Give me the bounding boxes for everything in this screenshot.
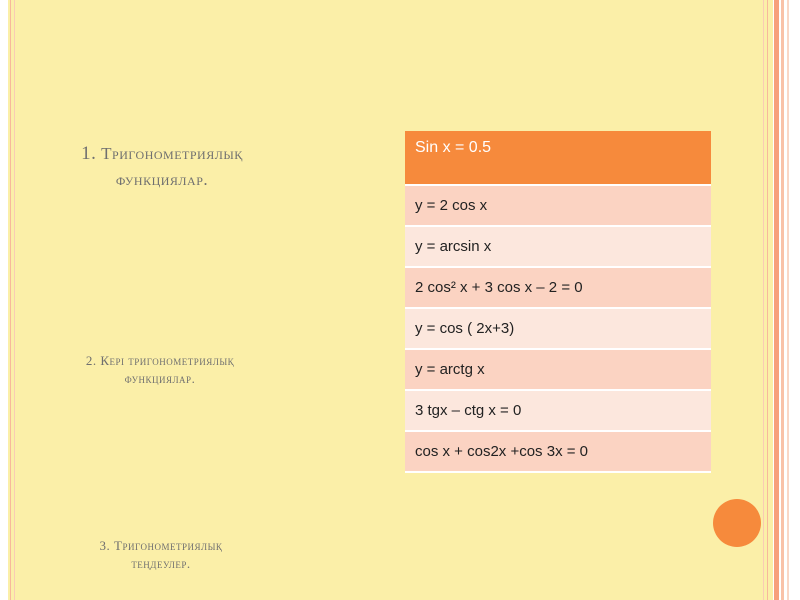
topic-item-3	[66, 537, 256, 573]
decorative-stripe	[774, 0, 779, 600]
topic-title-cont: функциялар.	[124, 371, 196, 386]
table-row: y = cos ( 2x+3)	[405, 309, 711, 350]
topic-number: 1.	[81, 143, 97, 164]
table-row: y = arcsin x	[405, 227, 711, 268]
topic-item-2	[60, 352, 260, 388]
topic-item-1	[62, 141, 262, 193]
topic-title: 3. Тригонометриялық	[99, 538, 223, 553]
formula-table	[405, 131, 711, 473]
decorative-circle	[713, 499, 761, 547]
topic-title: 2. Кері тригонометриялық	[85, 353, 235, 368]
table-row: cos x + cos2x +cos 3x = 0	[405, 432, 711, 473]
table-row: 3 tgx – ctg x = 0	[405, 391, 711, 432]
table-row: y = arctg x	[405, 350, 711, 391]
table-row: 2 cos² x + 3 cos x – 2 = 0	[405, 268, 711, 309]
decorative-stripe	[787, 0, 789, 600]
topic-title-cont: функциялар.	[115, 170, 209, 189]
topic-title: Тригонометриялық	[101, 144, 243, 163]
table-header: Sin x = 0.5	[405, 131, 711, 186]
table-row: y = 2 cos x	[405, 186, 711, 227]
topic-title-cont: теңдеулер.	[131, 556, 191, 571]
decorative-stripe	[781, 0, 784, 600]
